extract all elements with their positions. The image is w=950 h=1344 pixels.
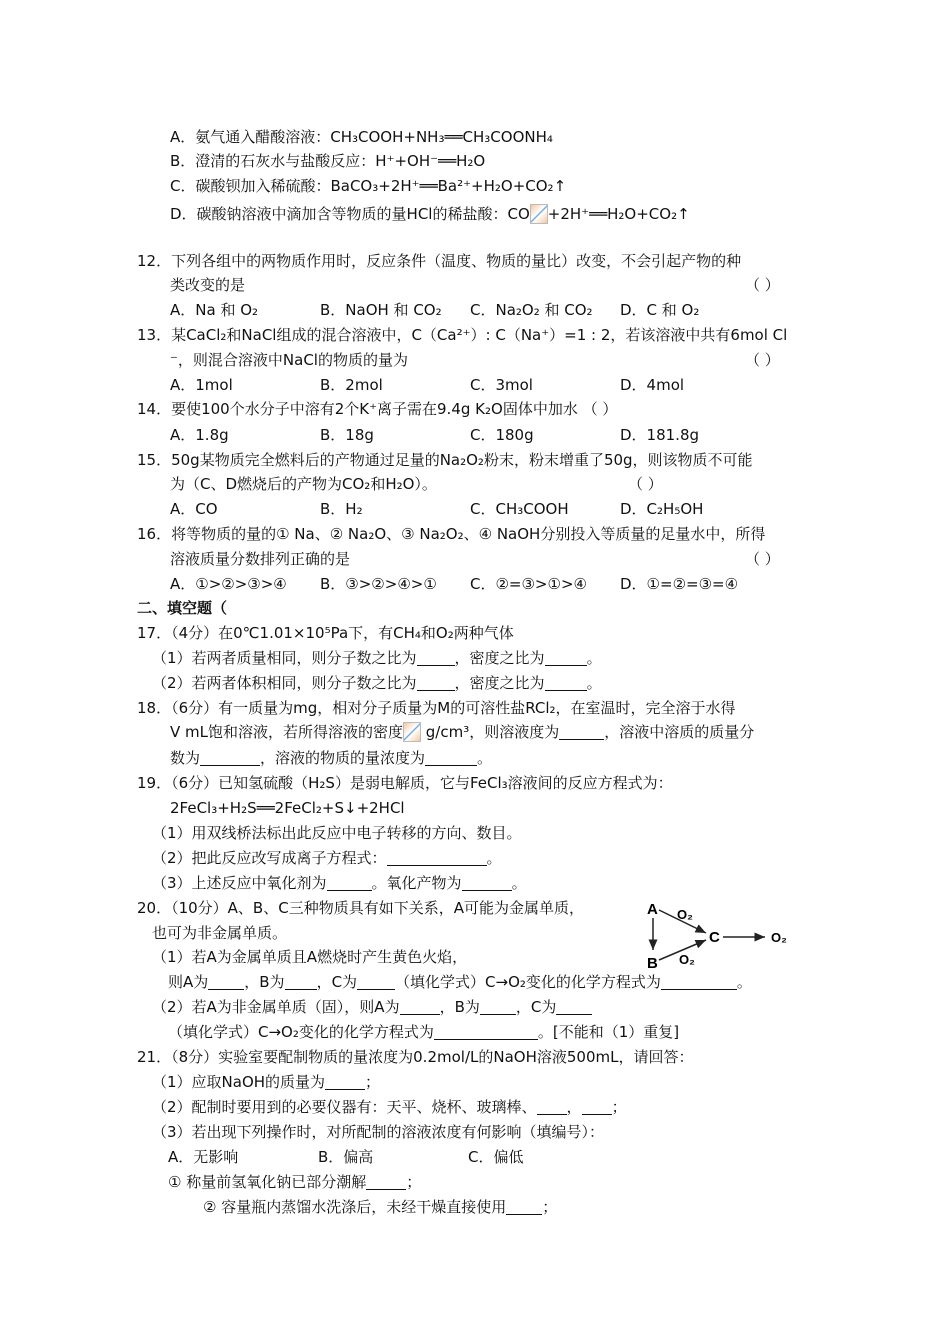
q18-line3	[170, 748, 492, 768]
q16-option-b: B．③>②>④>①	[320, 575, 437, 593]
q15-line1: 15．50g某物质完全燃料后的产物通过足量的Na₂O₂粉末，粉末增重了50g，则该物质不可能	[137, 451, 753, 469]
q12-option-c: C．Na₂O₂ 和 CO₂	[470, 301, 593, 319]
q20-line1: 20．（10分）A、B、C三种物质具有如下关系，A可能为金属单质，	[137, 899, 584, 917]
answer-blank[interactable]	[545, 674, 587, 691]
q18-line1: 18．（6分）有一质量为mg，相对分子质量为M的可溶性盐RCl₂，在室温时，完全溶于水得	[137, 699, 736, 717]
q19-line1: 19．（6分）已知氢硫酸（H₂S）是弱电解质，它与FeCl₃溶液间的反应方程式为：	[137, 774, 673, 792]
q14-option-b: B．18g	[320, 426, 374, 444]
q13-option-b: B．2mol	[320, 376, 383, 394]
section-heading: 二、填空题（	[137, 599, 228, 617]
diagram-label-c: C	[709, 929, 720, 946]
reaction-diagram	[645, 898, 805, 973]
formula-image-icon	[530, 204, 548, 224]
q19-part3	[152, 873, 527, 893]
q21-item1	[168, 1172, 421, 1192]
q20-text: （填化学式）C→O₂变化的化学方程式为	[168, 1023, 434, 1041]
q20-text: ，C为	[316, 973, 358, 991]
q21-option-a: A．无影响	[168, 1148, 239, 1166]
q12-option-d: D．C 和 O₂	[620, 301, 700, 319]
q17-part1-text2: ，密度之比为	[454, 649, 545, 667]
answer-blank[interactable]	[480, 998, 516, 1015]
q15-option-c: C．CH₃COOH	[470, 500, 569, 518]
q12-line2: 类改变的是	[170, 276, 246, 294]
answer-blank[interactable]	[537, 1098, 567, 1115]
q13-option-a: A．1mol	[170, 376, 233, 394]
diagram-label-a: A	[647, 901, 658, 918]
diagram-label-b: B	[647, 955, 658, 972]
q11-option-c: C．碳酸钡加入稀硫酸：BaCO₃+2H⁺══Ba²⁺+H₂O+CO₂↑	[170, 177, 567, 195]
q17-part1-text: （1）若两者质量相同，则分子数之比为	[152, 649, 417, 667]
q16-answer-paren: （ ）	[745, 550, 780, 568]
answer-blank[interactable]	[434, 1023, 538, 1040]
q12-line1: 12．下列各组中的两物质作用时，反应条件（温度、物质的量比）改变，不会引起产物的种	[137, 252, 742, 270]
q17-part2	[152, 673, 602, 693]
q13-line1: 13．某CaCl₂和NaCl组成的混合溶液中，C（Ca²⁺）: C（Na⁺）=1 : 2，若该溶液中共有6mol Cl	[137, 326, 788, 344]
answer-blank[interactable]	[661, 973, 737, 990]
q17-part2-text: （2）若两者体积相同，则分子数之比为	[152, 674, 417, 692]
q17-part2-end: 。	[586, 674, 602, 692]
q11-option-d	[170, 204, 690, 224]
q12-option-b: B．NaOH 和 CO₂	[320, 301, 442, 319]
q20-text: 则A为	[168, 973, 209, 991]
diagram-o2-bottom: O₂	[679, 952, 695, 967]
q21-text: ② 容量瓶内蒸馏水洗涤后，未经干燥直接使用	[203, 1198, 507, 1216]
q21-part1	[152, 1072, 380, 1092]
q19-part3-end: 。	[511, 874, 527, 892]
q21-item2	[203, 1197, 557, 1217]
q13-answer-paren: （ ）	[745, 351, 780, 369]
q18-line3-text2: ，溶液的物质的量浓度为	[260, 749, 426, 767]
q20-text: 。[不能和（1）重复]	[537, 1023, 680, 1041]
q21-text: ① 称量前氢氧化钠已部分潮解	[168, 1173, 367, 1191]
q21-text: ；	[406, 1173, 422, 1191]
answer-blank[interactable]	[417, 674, 455, 691]
q20-text: ，C为	[515, 998, 557, 1016]
q14-options	[170, 425, 770, 445]
q19-equation: 2FeCl₃+H₂S══2FeCl₂+S↓+2HCl	[170, 799, 405, 817]
q19-part2-text: （2）把此反应改写成离子方程式：	[152, 849, 387, 867]
answer-blank[interactable]	[400, 998, 440, 1015]
answer-blank[interactable]	[425, 749, 477, 766]
q13-line2: ⁻，则混合溶液中NaCl的物质的量为	[170, 351, 408, 369]
q19-part3-text2: 。氧化产物为	[371, 874, 462, 892]
q14-line1: 14．要使100个水分子中溶有2个K⁺离子需在9.4g K₂O固体中加水 （ ）	[137, 400, 618, 418]
answer-blank[interactable]	[327, 874, 372, 891]
q20-part2	[152, 997, 592, 1017]
q16-options	[170, 574, 770, 594]
q15-options	[170, 499, 770, 519]
q21-line1: 21．（8分）实验室要配制物质的量浓度为0.2mol/L的NaOH溶液500mL，请回答：	[137, 1048, 694, 1066]
answer-blank[interactable]	[200, 749, 260, 766]
q16-line2: 溶液质量分数排列正确的是	[170, 550, 351, 568]
q20-part1-answers	[168, 972, 752, 992]
q11-option-a: A．氨气通入醋酸溶液：CH₃COOH+NH₃══CH₃COONH₄	[170, 128, 553, 146]
answer-blank[interactable]	[285, 973, 317, 990]
answer-blank[interactable]	[208, 973, 244, 990]
q18-line3-text: 数为	[170, 749, 201, 767]
diagram-o2-right: O₂	[771, 930, 787, 945]
q16-option-d: D．①=②=③=④	[620, 575, 739, 593]
q11-option-d-text2: +2H⁺══H₂O+CO₂↑	[547, 205, 690, 223]
answer-blank[interactable]	[366, 1173, 406, 1190]
q21-text: ；	[542, 1198, 558, 1216]
q11-option-d-text: D．碳酸钠溶液中滴加含等物质的量HCl的稀盐酸：CO	[170, 205, 530, 223]
answer-blank[interactable]	[582, 1098, 612, 1115]
q17-part2-text2: ，密度之比为	[454, 674, 545, 692]
q18-line2-text2: g/cm³，则溶液度为	[421, 723, 560, 741]
answer-blank[interactable]	[417, 649, 455, 666]
answer-blank[interactable]	[325, 1073, 365, 1090]
q20-text: （填化学式）C→O₂变化的化学方程式为	[395, 973, 661, 991]
q15-option-a: A．CO	[170, 500, 218, 518]
q13-option-c: C．3mol	[470, 376, 533, 394]
q14-option-c: C．180g	[470, 426, 534, 444]
q14-option-d: D．181.8g	[620, 426, 700, 444]
q19-part2-end: 。	[486, 849, 502, 867]
q18-line2	[170, 722, 754, 742]
answer-blank[interactable]	[462, 874, 512, 891]
q15-line2: 为（C、D燃烧后的产物为CO₂和H₂O）。	[170, 475, 437, 493]
q19-part3-text: （3）上述反应中氧化剂为	[152, 874, 327, 892]
q21-option-b: B．偏高	[318, 1148, 374, 1166]
q15-option-b: B．H₂	[320, 500, 363, 518]
answer-blank[interactable]	[559, 723, 604, 740]
q20-part2-line2	[168, 1022, 679, 1042]
answer-blank[interactable]	[506, 1198, 542, 1215]
q18-line3-end: 。	[477, 749, 493, 767]
answer-blank[interactable]	[545, 649, 587, 666]
q21-options	[168, 1147, 618, 1167]
answer-blank[interactable]	[357, 973, 395, 990]
q12-answer-paren: （ ）	[745, 276, 780, 294]
diagram-o2-top: O₂	[677, 907, 693, 922]
q21-text: （1）应取NaOH的质量为	[152, 1073, 326, 1091]
q21-option-c: C．偏低	[468, 1148, 524, 1166]
q21-part3: （3）若出现下列操作时，对所配制的溶液浓度有何影响（填编号）：	[152, 1123, 605, 1141]
q20-line2: 也可为非金属单质。	[152, 924, 288, 942]
q15-option-d: D．C₂H₅OH	[620, 500, 704, 518]
q20-text: （2）若A为非金属单质（固），则A为	[152, 998, 400, 1016]
q21-text: ；	[365, 1073, 381, 1091]
q21-text: ，	[566, 1098, 582, 1116]
q16-line1: 16．将等物质的量的① Na、② Na₂O、③ Na₂O₂、④ NaOH分别投入等质量的足量水中，所得	[137, 525, 766, 543]
q21-text: （2）配制时要用到的必要仪器有：天平、烧杯、玻璃棒、	[152, 1098, 537, 1116]
q11-option-b: B．澄清的石灰水与盐酸反应：H⁺+OH⁻══H₂O	[170, 152, 486, 170]
q17-part1	[152, 648, 602, 668]
q21-part2	[152, 1097, 627, 1117]
q18-line2-text3: ，溶液中溶质的质量分	[604, 723, 755, 741]
q20-part1: （1）若A为金属单质且A燃烧时产生黄色火焰，	[152, 948, 468, 966]
q16-option-a: A．①>②>③>④	[170, 575, 287, 593]
q19-part2	[152, 848, 502, 868]
formula-image-icon	[403, 722, 421, 742]
answer-blank[interactable]	[556, 998, 592, 1015]
q12-option-a: A．Na 和 O₂	[170, 301, 259, 319]
q15-answer-paren: （ ）	[628, 475, 663, 493]
q18-line2-text: V mL饱和溶液，若所得溶液的密度	[170, 723, 403, 741]
q20-text: ，B为	[439, 998, 480, 1016]
q16-option-c: C．②=③>①>④	[470, 575, 587, 593]
q19-part1: （1）用双线桥法标出此反应中电子转移的方向、数目。	[152, 824, 522, 842]
q13-option-d: D．4mol	[620, 376, 685, 394]
q12-options	[170, 300, 770, 320]
q17-part1-end: 。	[586, 649, 602, 667]
answer-blank[interactable]	[387, 849, 487, 866]
q21-text: ；	[611, 1098, 627, 1116]
q13-options	[170, 375, 770, 395]
q17-line1: 17．（4分）在0℃1.01×10⁵Pa下，有CH₄和O₂两种气体	[137, 624, 514, 642]
q14-option-a: A．1.8g	[170, 426, 229, 444]
q20-text: 。	[736, 973, 752, 991]
q20-text: ，B为	[244, 973, 285, 991]
